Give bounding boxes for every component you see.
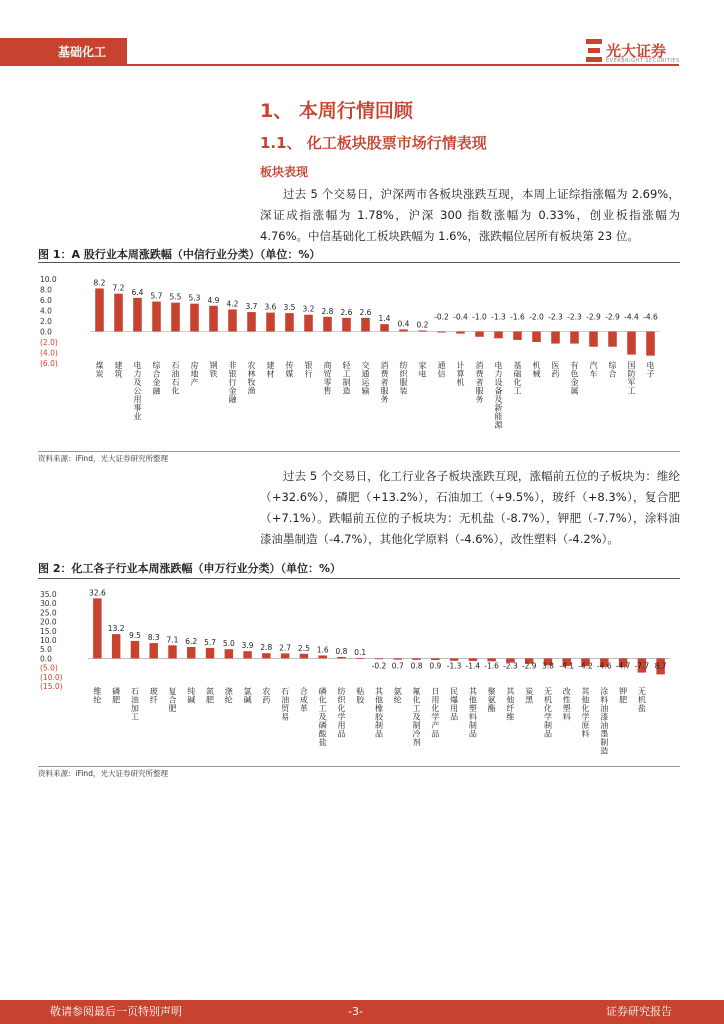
section-label: 基础化工 [58, 45, 107, 59]
fig2-category-label: 日用化学产品 [431, 687, 440, 739]
fig2-bar [93, 598, 101, 658]
fig2-y-tick: 30.0 [40, 599, 57, 609]
fig2-bar [394, 658, 402, 659]
fig1-value-label: -2.9 [605, 312, 620, 322]
fig2-category-label: 氨纶 [393, 687, 402, 705]
fig2-category-label: 粘胶 [356, 687, 365, 705]
fig1-category-label: 有色金属 [570, 361, 579, 396]
fig2-value-label: -2.3 [503, 661, 518, 671]
footer-page-number: -3- [348, 1005, 363, 1018]
fig1-category-label: 传媒 [285, 361, 294, 379]
fig2-category-label: 磷肥 [112, 687, 121, 705]
fig2-category-label: 改性塑料 [562, 687, 571, 722]
fig1-bar [323, 317, 332, 332]
fig1-bar [532, 332, 541, 343]
fig2-value-label: -2.9 [521, 661, 537, 671]
fig2-category-label: 纯碱 [187, 687, 196, 705]
fig2-value-label: -4.2 [578, 661, 593, 671]
fig1-value-label: -1.0 [472, 312, 487, 322]
fig1-category-label: 电力设备及新能源 [494, 361, 503, 430]
fig2-value-label: 0.7 [391, 661, 404, 671]
fig1-category-label: 医药 [551, 361, 560, 379]
fig1-y-tick: (4.0) [40, 348, 58, 358]
fig1-category-label: 农林牧渔 [247, 361, 256, 396]
fig1-bar [171, 303, 180, 332]
fig1-value-label: 0.4 [397, 319, 410, 329]
fig1-value-label: 2.6 [340, 307, 353, 317]
fig2-category-label: 炭黑 [525, 687, 534, 705]
fig2-value-label: -1.6 [484, 661, 499, 671]
fig1-category-label: 商贸零售 [323, 361, 332, 396]
fig2-value-label: -4.1 [559, 661, 575, 671]
fig1-bar [456, 332, 465, 334]
fig2-category-label: 其他纤维 [506, 687, 515, 722]
fig2-value-label: 32.6 [89, 588, 106, 598]
fig1-category-label: 煤炭 [95, 361, 104, 379]
fig1-category-label: 消费者服务 [475, 361, 484, 404]
fig1-value-label: 3.2 [302, 304, 315, 314]
fig2-category-label: 复合肥 [168, 687, 177, 713]
fig1-category-label: 银行 [304, 361, 313, 379]
fig1-bar [95, 288, 104, 331]
fig1-value-label: 4.2 [226, 299, 239, 309]
fig1-y-tick: 10.0 [40, 275, 57, 284]
fig2-value-label: 8.7 [654, 661, 667, 671]
brand-logo-icon [586, 39, 602, 63]
figure2-top-rule [38, 578, 680, 579]
fig2-value-label: 13.2 [107, 624, 125, 634]
fig1-bar [589, 332, 598, 347]
fig2-bar [431, 658, 439, 660]
footer-bar [0, 1000, 724, 1024]
fig2-bar [281, 653, 289, 658]
fig2-category-label: 石油加工 [130, 687, 139, 722]
fig1-value-label: -4.6 [643, 312, 658, 322]
fig2-value-label: 3.8 [541, 661, 554, 671]
fig2-bar [225, 649, 233, 658]
fig2-y-tick: (5.0) [40, 663, 58, 673]
fig2-value-label: 0.1 [354, 648, 367, 658]
fig2-category-label: 民爆用品 [450, 687, 459, 722]
fig1-bar [285, 313, 294, 331]
fig2-category-label: 氯碱 [243, 687, 252, 705]
fig2-value-label: 0.9 [429, 661, 442, 671]
fig2-category-label: 氟化工及制冷剂 [412, 687, 421, 747]
fig1-value-label: -0.2 [434, 312, 449, 322]
fig2-y-tick: (10.0) [40, 672, 63, 682]
fig2-y-tick: (15.0) [40, 682, 63, 691]
figure2-chart [38, 582, 680, 764]
heading-2: 1.1、 化工板块股票市场行情表现 [260, 134, 487, 152]
fig2-y-tick: 10.0 [40, 636, 57, 645]
fig2-category-label: 其他橡胶制品 [375, 687, 383, 739]
fig2-y-tick: 5.0 [40, 645, 52, 655]
fig1-y-tick: (6.0) [40, 359, 58, 368]
fig2-bar [356, 658, 364, 659]
footer-report-type: 证券研究报告 [606, 1005, 672, 1018]
fig1-category-label: 计算机 [456, 361, 465, 387]
fig2-value-label: 2.7 [279, 643, 292, 653]
fig2-category-label: 石油贸易 [281, 687, 290, 722]
fig2-value-label: 5.0 [222, 639, 235, 649]
fig1-bar [152, 302, 161, 332]
fig2-value-label: -4.6 [596, 661, 612, 671]
fig1-bar [209, 306, 218, 332]
fig1-value-label: 7.2 [112, 283, 125, 293]
fig1-value-label: 8.2 [93, 278, 106, 288]
figure2-title: 图 2：化工各子行业本周涨跌幅（申万行业分类）（单位：%） [38, 562, 342, 575]
figure1-title: 图 1：A 股行业本周涨跌幅（中信行业分类）（单位：%） [38, 248, 321, 261]
fig1-bar [513, 332, 522, 340]
fig1-value-label: 0.2 [416, 320, 429, 330]
fig1-bar [342, 318, 351, 332]
figure1-bottom-rule [38, 451, 680, 452]
fig1-bar [304, 315, 313, 332]
fig1-bar [399, 329, 408, 331]
fig2-category-label: 涂料油漆油墨制造 [600, 687, 609, 756]
fig1-category-label: 轻工制造 [342, 361, 351, 396]
fig1-value-label: 2.8 [321, 306, 334, 316]
fig1-category-label: 建材 [266, 361, 275, 379]
fig1-bar [114, 294, 123, 332]
fig1-value-label: -2.3 [567, 312, 582, 322]
fig1-value-label: -0.4 [453, 312, 468, 322]
footer-disclaimer: 敬请参阅最后一页特别声明 [50, 1005, 182, 1018]
fig1-bar [608, 332, 617, 347]
fig2-category-label: 玻纤 [149, 687, 158, 705]
fig1-value-label: 5.7 [150, 291, 163, 301]
fig2-bar [318, 655, 326, 658]
fig1-bar [418, 330, 427, 331]
figure1-chart [38, 266, 680, 450]
fig2-value-label: 3.9 [241, 641, 254, 651]
section-tag [0, 38, 127, 66]
fig1-category-label: 非银行金融 [228, 361, 237, 404]
fig2-value-label: 5.7 [204, 637, 217, 647]
fig1-category-label: 综合 [608, 361, 617, 379]
heading-1: 1、 本周行情回顾 [260, 100, 413, 122]
fig1-bar [570, 332, 579, 344]
fig2-bar [168, 645, 176, 658]
fig2-category-label: 维纶 [93, 687, 102, 705]
fig1-category-label: 电力及公用事业 [133, 361, 142, 421]
fig1-bar [247, 312, 256, 331]
fig2-category-label: 其他化学原料 [581, 687, 590, 739]
brand-name: 光大证券 [606, 42, 667, 60]
fig2-category-label: 无机化学制品 [543, 687, 552, 739]
fig2-value-label: 2.5 [297, 643, 310, 653]
fig2-category-label: 农药 [262, 687, 271, 705]
figure1-source: 资料来源：iFind，光大证券研究所整理 [38, 454, 168, 463]
fig1-value-label: -1.3 [491, 312, 506, 322]
fig2-category-label: 其他塑料制品 [468, 687, 477, 739]
figure1-top-rule [38, 262, 680, 263]
fig2-value-label: -0.2 [371, 661, 387, 671]
fig1-bar [228, 309, 237, 331]
fig2-category-label: 合成革 [299, 687, 308, 713]
fig1-bar [361, 318, 370, 332]
fig2-y-tick: 0.0 [40, 654, 52, 664]
fig1-category-label: 交通运输 [361, 361, 370, 396]
fig2-bar [262, 653, 270, 658]
fig2-category-label: 磷化工及磷酸盐 [318, 687, 327, 747]
fig1-bar [190, 304, 199, 332]
fig2-bar [131, 641, 139, 658]
fig1-value-label: 6.4 [131, 287, 144, 297]
fig2-bar [337, 657, 345, 658]
fig2-bar [149, 643, 157, 658]
fig1-category-label: 机械 [532, 361, 541, 379]
fig2-category-label: 涤纶 [224, 687, 233, 705]
fig1-bar [380, 324, 389, 331]
fig1-value-label: -2.0 [529, 312, 544, 322]
fig2-value-label: 9.5 [128, 630, 141, 640]
fig2-value-label: 1.6 [316, 645, 329, 655]
fig2-y-tick: 35.0 [40, 590, 57, 599]
fig2-value-label: -7.7 [634, 661, 650, 671]
fig1-value-label: 5.5 [169, 292, 182, 302]
fig1-y-tick: (2.0) [40, 338, 58, 347]
fig2-category-label: 钾肥 [619, 687, 628, 705]
fig1-value-label: -2.9 [586, 312, 601, 322]
fig2-value-label: -1.4 [465, 661, 481, 671]
fig1-category-label: 钢铁 [209, 361, 218, 379]
fig1-category-label: 综合金融 [152, 361, 161, 396]
fig1-value-label: 4.9 [207, 295, 220, 305]
fig1-y-tick: 4.0 [40, 306, 52, 316]
fig1-y-tick: 8.0 [40, 285, 52, 295]
fig2-y-tick: 20.0 [40, 617, 57, 627]
fig1-category-label: 建筑 [114, 361, 123, 379]
fig1-category-label: 通信 [437, 361, 446, 379]
fig1-value-label: 3.6 [264, 302, 277, 312]
fig2-value-label: -1.3 [446, 661, 462, 671]
fig2-bar [300, 654, 308, 659]
fig1-category-label: 房地产 [190, 361, 199, 387]
fig1-bar [437, 332, 446, 333]
paragraph-market: 过去 5 个交易日，沪深两市各板块涨跌互现，本周上证综指涨幅为 2.69%，深证成指涨幅为 1.78%，沪深 300 指数涨幅为 0.33%，创业板指涨幅为 4.76%。中信基础化工板块跌幅为 1.6%，涨跌幅位居所有板块第 23 位。 [260, 187, 680, 243]
fig1-y-tick: 6.0 [40, 296, 52, 305]
figure2-source: 资料来源：iFind，光大证券研究所整理 [38, 769, 168, 778]
fig2-y-tick: 25.0 [40, 608, 57, 618]
fig2-value-label: -4.7 [615, 661, 631, 671]
fig1-category-label: 家电 [418, 361, 427, 379]
fig2-bar [112, 634, 120, 658]
fig1-category-label: 汽车 [589, 361, 598, 379]
fig1-value-label: 3.7 [245, 302, 258, 312]
fig1-bar [475, 332, 484, 337]
fig2-value-label: 0.8 [335, 646, 348, 656]
fig2-category-label: 聚氨酯 [487, 687, 496, 713]
fig2-y-tick: 15.0 [40, 626, 57, 636]
fig1-category-label: 石油石化 [171, 361, 180, 396]
heading-3: 板块表现 [260, 165, 309, 179]
fig1-bar [133, 298, 142, 332]
fig1-category-label: 纺织服装 [399, 361, 408, 396]
fig1-category-label: 消费者服务 [380, 361, 389, 404]
fig1-category-label: 国防军工 [627, 361, 636, 396]
paragraph-subsector: 过去 5 个交易日，化工行业各子板块涨跌互现，涨幅前五位的子板块为：维纶（+32.6%），磷肥（+13.2%），石油加工（+9.5%），玻纤（+8.3%），复合肥（+7.1%）。跌幅前五位的子板块为：无机盐（-8.7%），钾肥（-7.7%），涂料油漆油墨制造（-4.7%），其他化学原料（-4.6%），改性塑料（-4.2%）。 [260, 469, 680, 546]
fig1-bar [646, 332, 655, 356]
fig2-value-label: 0.8 [410, 661, 423, 671]
fig1-category-label: 基础化工 [513, 361, 522, 396]
fig1-value-label: -2.3 [548, 312, 563, 322]
brand-name-en: EVERBRIGHT SECURITIES [606, 58, 680, 64]
fig1-value-label: 5.3 [188, 293, 201, 303]
fig2-bar [243, 651, 251, 658]
fig2-bar [206, 648, 214, 658]
fig1-bar [627, 332, 636, 355]
fig1-bar [494, 332, 503, 339]
fig2-value-label: 2.8 [260, 643, 273, 653]
fig2-value-label: 7.1 [166, 635, 179, 645]
fig2-category-label: 氮肥 [206, 687, 215, 705]
fig1-bar [266, 313, 275, 332]
fig2-bar [412, 658, 420, 659]
figure2-bottom-rule [38, 766, 680, 767]
fig2-category-label: 无机盐 [637, 687, 646, 713]
fig1-category-label: 电子 [646, 361, 655, 379]
fig1-y-tick: 2.0 [40, 317, 52, 326]
fig2-value-label: 6.2 [185, 636, 198, 646]
fig2-value-label: 8.3 [147, 633, 160, 643]
fig1-bar [551, 332, 560, 344]
brand-logo [586, 37, 686, 67]
fig1-value-label: 2.6 [359, 307, 372, 317]
fig1-value-label: 1.4 [378, 314, 391, 324]
fig1-y-tick: 0.0 [40, 327, 52, 337]
fig2-bar [187, 647, 195, 658]
fig1-value-label: 3.5 [283, 303, 296, 313]
fig2-bar [375, 658, 383, 659]
fig2-category-label: 纺织化学用品 [337, 687, 346, 739]
fig1-value-label: -4.4 [624, 312, 639, 322]
fig1-value-label: -1.6 [510, 312, 525, 322]
